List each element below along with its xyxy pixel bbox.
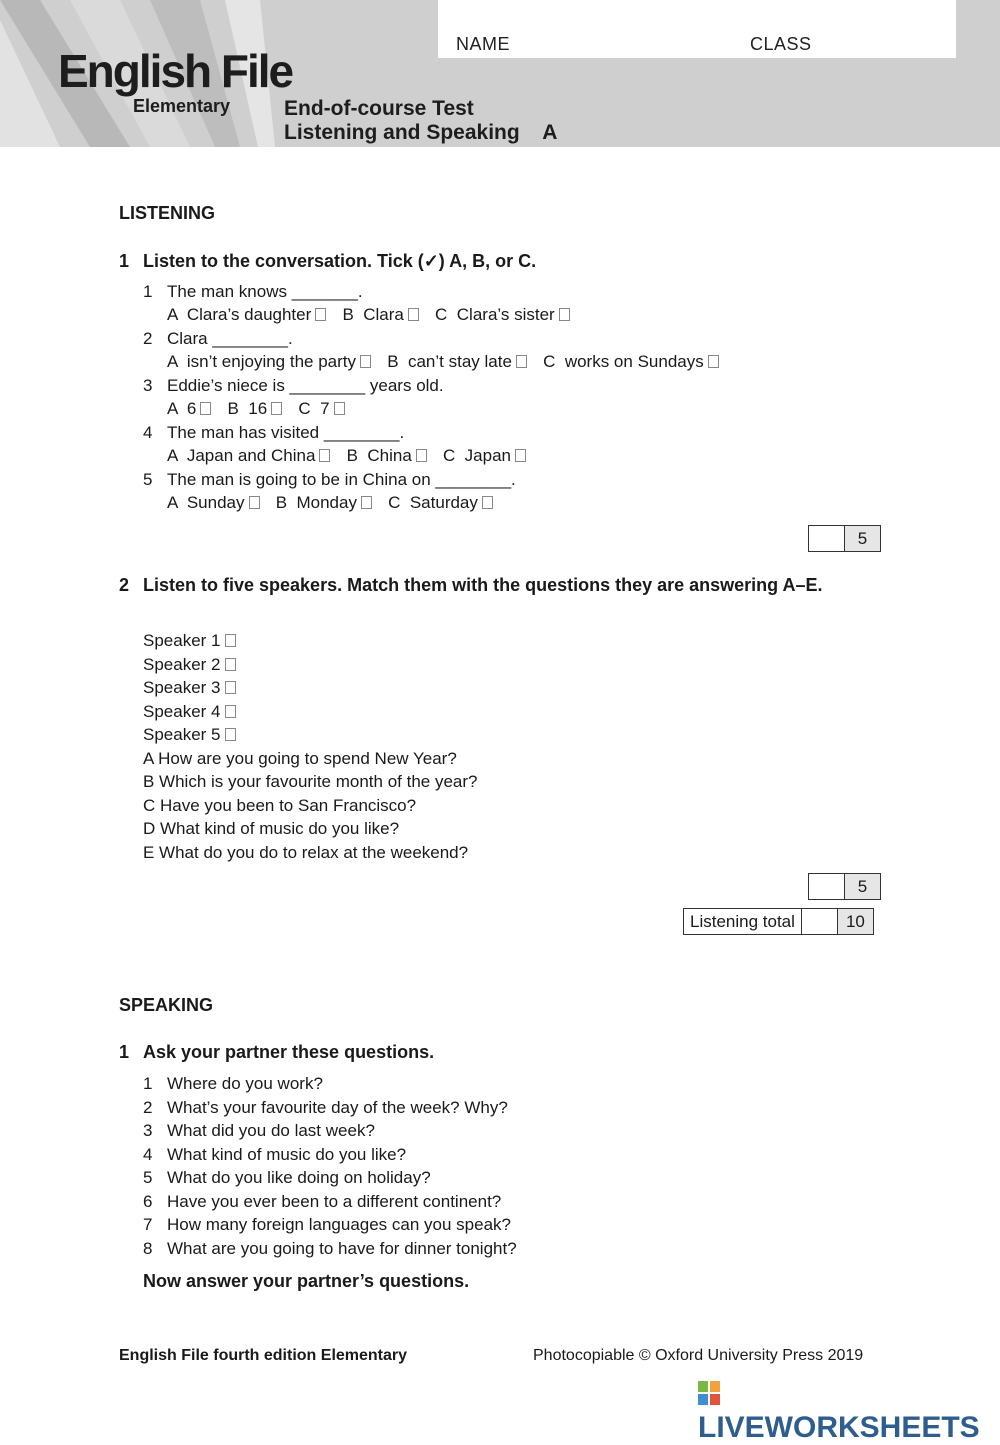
option-text: A isn’t enjoying the party	[167, 352, 357, 371]
item-number: 6	[143, 1191, 153, 1211]
score-max: 5	[845, 526, 880, 551]
class-label: CLASS	[750, 34, 812, 54]
option-text: B can’t stay late	[387, 352, 512, 371]
option-text: A Clara’s daughter	[167, 305, 312, 324]
item-number: 5	[143, 470, 153, 489]
answer-options	[167, 493, 495, 513]
item-number: 7	[143, 1215, 153, 1234]
speaker-label: Speaker 2	[143, 654, 221, 674]
match-question: E What do you do to relax at the weekend?	[143, 842, 469, 862]
speaking-q1-heading	[119, 1040, 879, 1064]
speaker-row	[143, 678, 238, 698]
tick-box[interactable]	[315, 308, 326, 321]
tick-box[interactable]	[408, 308, 419, 321]
tick-box[interactable]	[225, 658, 236, 671]
logo: English File	[58, 45, 293, 97]
match-question: B Which is your favourite month of the year?	[143, 772, 478, 791]
question-stem	[143, 470, 516, 490]
option-text: A 6	[167, 399, 197, 418]
listening-total-box	[683, 908, 874, 935]
item-number: 2	[143, 329, 153, 348]
speaking-question	[143, 1145, 406, 1165]
speaking-question	[143, 1074, 323, 1094]
option-text: A Sunday	[167, 493, 245, 512]
option-text: B Monday	[275, 493, 357, 512]
item-number: 3	[143, 376, 153, 395]
option-text: B 16	[227, 399, 268, 418]
speaker-label: Speaker 4	[143, 701, 221, 721]
match-question: D What kind of music do you like?	[143, 819, 400, 838]
match-question: C Have you been to San Francisco?	[143, 795, 417, 815]
score-max: 10	[838, 909, 873, 934]
tick-box[interactable]	[334, 402, 345, 415]
page-header	[0, 0, 1000, 147]
question-text: What kind of music do you like?	[167, 1144, 407, 1164]
stem-text: The man knows _______.	[167, 282, 363, 301]
question-text: What did you do last week?	[167, 1121, 375, 1140]
tick-box[interactable]	[360, 355, 371, 368]
question-number: 2	[119, 575, 130, 595]
footer-left: English File fourth edition Elementary	[119, 1347, 408, 1364]
speaker-row	[143, 702, 238, 722]
score-box-q1	[808, 525, 881, 552]
question-stem	[143, 282, 363, 302]
tick-box[interactable]	[200, 402, 211, 415]
listening-q2-heading	[119, 573, 879, 621]
question-text: Where do you work?	[167, 1074, 323, 1093]
item-number: 2	[143, 1097, 153, 1117]
name-class-box[interactable]	[438, 0, 956, 58]
question-text: Have you ever been to a different continent?	[167, 1191, 502, 1211]
listening-total-label: Listening total	[684, 909, 802, 934]
listening-heading: LISTENING	[119, 203, 216, 223]
item-number: 4	[143, 1144, 153, 1164]
listening-q1-heading	[119, 249, 879, 273]
tick-box[interactable]	[225, 634, 236, 647]
match-question: A How are you going to spend New Year?	[143, 748, 457, 768]
tick-box[interactable]	[416, 449, 427, 462]
question-text: What’s your favourite day of the week? Why?	[167, 1097, 508, 1117]
tick-box[interactable]	[249, 496, 260, 509]
option-text: C Saturday	[388, 493, 478, 512]
tick-box[interactable]	[482, 496, 493, 509]
tick-box[interactable]	[708, 355, 719, 368]
question-number: 1	[119, 1042, 130, 1062]
answer-options	[167, 352, 721, 372]
option-text: B China	[346, 446, 412, 465]
tick-box[interactable]	[361, 496, 372, 509]
speaking-heading: SPEAKING	[119, 995, 214, 1015]
item-number: 1	[143, 1074, 153, 1093]
item-number: 5	[143, 1168, 153, 1187]
speaker-row	[143, 631, 238, 651]
stem-text: The man has visited ________.	[167, 423, 405, 442]
question-text: What are you going to have for dinner tonight?	[167, 1238, 517, 1258]
tick-box[interactable]	[225, 728, 236, 741]
speaker-label: Speaker 1	[143, 631, 221, 650]
tick-box[interactable]	[319, 449, 330, 462]
speaking-closing: Now answer your partner’s questions.	[143, 1271, 470, 1291]
question-text: What do you like doing on holiday?	[167, 1168, 431, 1187]
answer-options	[167, 446, 528, 466]
speaking-question	[143, 1239, 517, 1259]
score-input[interactable]	[809, 526, 845, 551]
option-text: C Clara’s sister	[435, 305, 555, 324]
item-number: 3	[143, 1121, 153, 1140]
speaking-question	[143, 1098, 508, 1118]
speaker-label: Speaker 3	[143, 678, 221, 697]
speaking-question	[143, 1215, 511, 1235]
question-stem	[143, 329, 293, 349]
speaker-label: Speaker 5	[143, 725, 221, 744]
stem-text: Eddie’s niece is ________ years old.	[167, 376, 444, 395]
question-stem	[143, 423, 404, 443]
option-text: A Japan and China	[167, 446, 316, 465]
speaker-row	[143, 725, 238, 745]
score-box-q2	[808, 873, 881, 900]
logo-subtitle: Elementary	[133, 96, 231, 116]
item-number: 4	[143, 423, 153, 442]
score-input[interactable]	[802, 909, 838, 934]
name-label: NAME	[456, 34, 511, 54]
option-text: C Japan	[442, 446, 511, 465]
tick-box[interactable]	[271, 402, 282, 415]
tick-box[interactable]	[559, 308, 570, 321]
option-text: B Clara	[342, 305, 404, 324]
watermark-text: LIVEWORKSHEETS	[698, 1411, 980, 1444]
question-instruction: Listen to the conversation. Tick (✓) A, B, or C.	[143, 251, 537, 271]
question-instruction: Listen to five speakers. Match them with the questions they are answering A–E.	[143, 575, 823, 595]
stem-text: The man is going to be in China on ________.	[167, 470, 516, 489]
tick-box[interactable]	[225, 705, 236, 718]
item-number: 8	[143, 1238, 153, 1258]
question-number: 1	[119, 251, 130, 271]
tick-box[interactable]	[225, 681, 236, 694]
footer-right: Photocopiable © Oxford University Press 2019	[533, 1347, 864, 1364]
score-input[interactable]	[809, 874, 845, 899]
speaking-question	[143, 1192, 501, 1212]
option-text: C works on Sundays	[543, 352, 704, 371]
score-max: 5	[845, 874, 880, 899]
liveworksheets-icon	[698, 1381, 720, 1405]
stem-text: Clara ________.	[167, 329, 293, 348]
item-number: 1	[143, 282, 153, 301]
test-title: End-of-course Test	[284, 97, 474, 120]
speaking-question	[143, 1121, 375, 1141]
question-instruction: Ask your partner these questions.	[143, 1042, 435, 1062]
speaking-question	[143, 1168, 431, 1188]
test-subtitle: Listening and Speaking A	[284, 121, 558, 144]
tick-box[interactable]	[515, 449, 526, 462]
question-stem	[143, 376, 444, 396]
answer-options	[167, 399, 347, 419]
liveworksheets-logo	[698, 1377, 1000, 1445]
question-text: How many foreign languages can you speak?	[167, 1215, 511, 1234]
option-text: C 7	[298, 399, 330, 418]
speaker-row	[143, 655, 238, 675]
answer-options	[167, 305, 572, 325]
tick-box[interactable]	[516, 355, 527, 368]
